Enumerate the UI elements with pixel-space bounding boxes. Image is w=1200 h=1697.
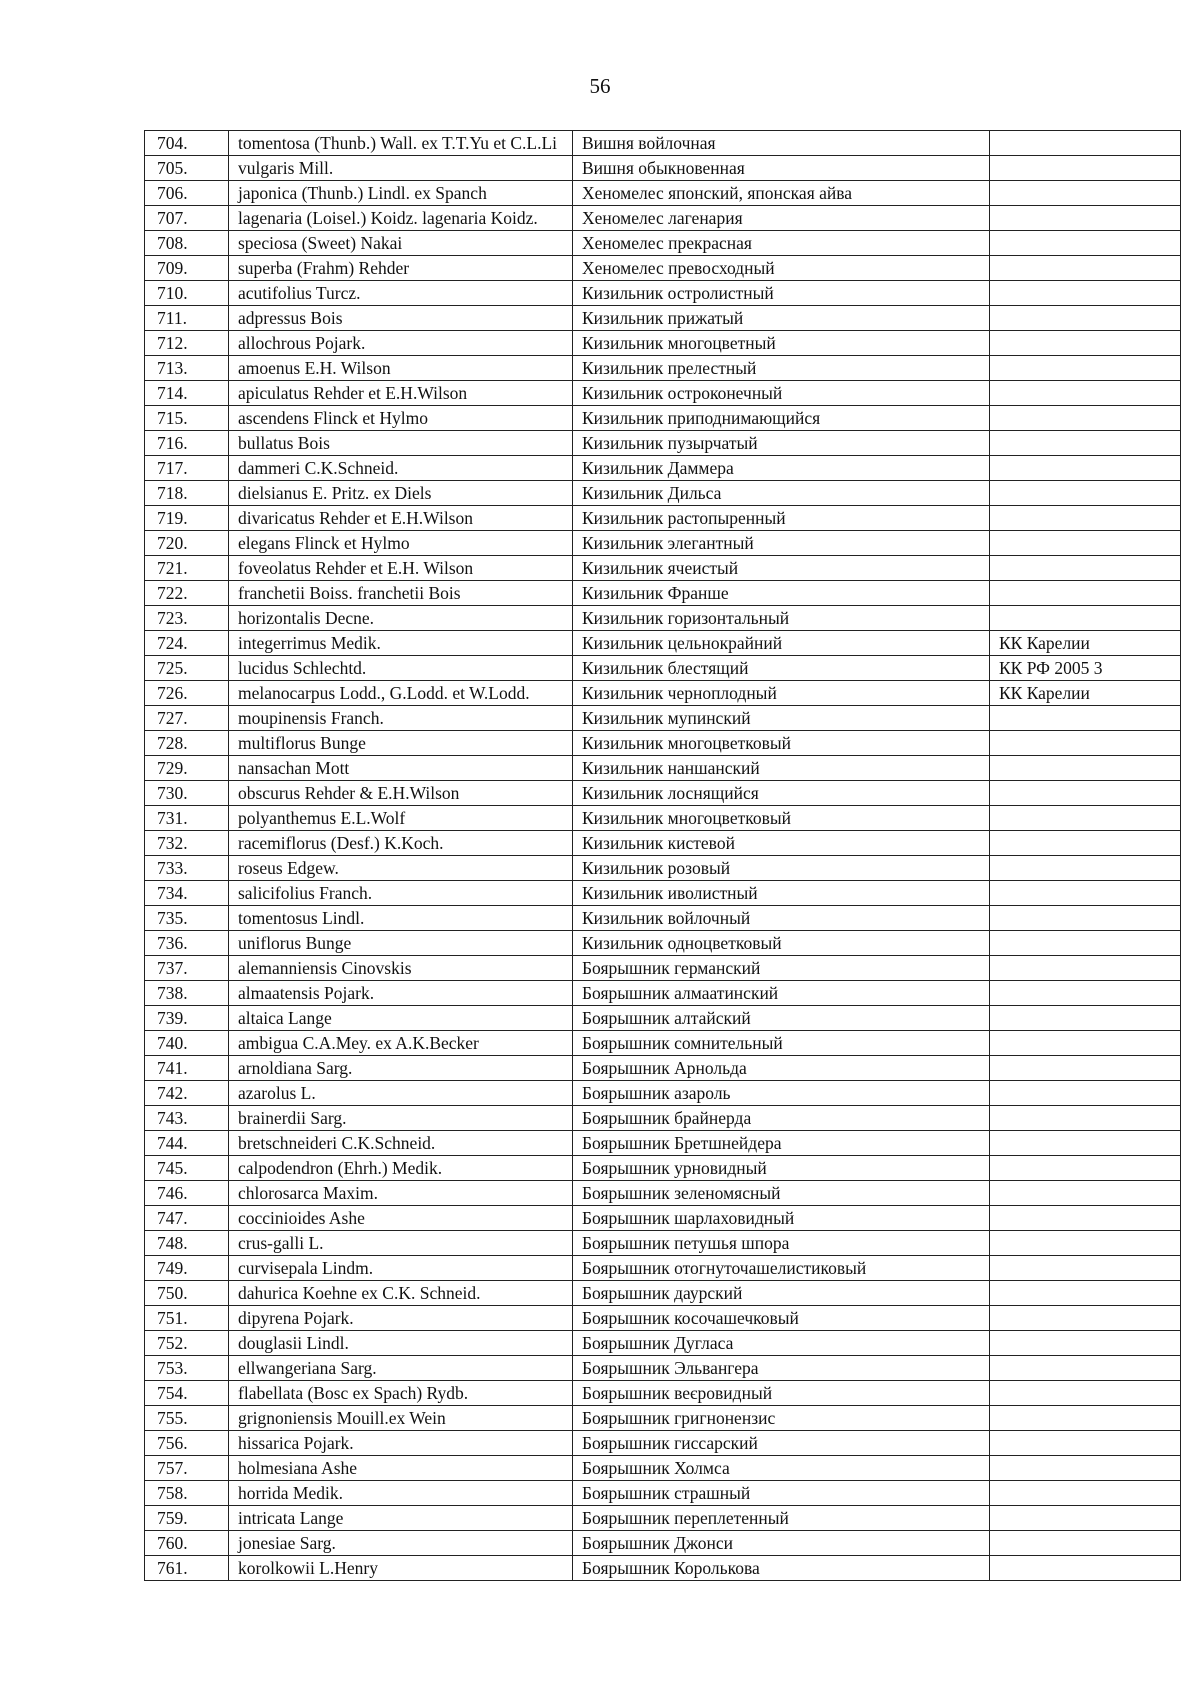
note-cell (990, 581, 1181, 606)
table-row (145, 756, 1181, 781)
table-row (145, 156, 1181, 181)
note-cell (990, 1456, 1181, 1481)
russian-name: Кизильник кистевой (573, 831, 990, 856)
latin-name: coccinioides Ashe (229, 1206, 573, 1231)
row-number: 711. (145, 306, 229, 331)
note-cell (990, 881, 1181, 906)
russian-name: Кизильник иволистный (573, 881, 990, 906)
table-row (145, 456, 1181, 481)
note-cell (990, 356, 1181, 381)
russian-name: Боярышник шарлаховидный (573, 1206, 990, 1231)
latin-name: korolkowii L.Henry (229, 1556, 573, 1581)
note-cell (990, 856, 1181, 881)
russian-name: Боярышник урновидный (573, 1156, 990, 1181)
row-number: 714. (145, 381, 229, 406)
note-cell (990, 431, 1181, 456)
latin-name: jonesiae Sarg. (229, 1531, 573, 1556)
note-cell (990, 1481, 1181, 1506)
latin-name: elegans Flinck et Hylmo (229, 531, 573, 556)
note-cell (990, 731, 1181, 756)
row-number: 718. (145, 481, 229, 506)
latin-name: ambigua C.A.Mey. ex A.K.Becker (229, 1031, 573, 1056)
note-cell (990, 706, 1181, 731)
row-number: 731. (145, 806, 229, 831)
table-row (145, 1231, 1181, 1256)
note-cell (990, 531, 1181, 556)
row-number: 735. (145, 906, 229, 931)
row-number: 724. (145, 631, 229, 656)
table-row (145, 606, 1181, 631)
row-number: 729. (145, 756, 229, 781)
note-cell (990, 1156, 1181, 1181)
table-row (145, 681, 1181, 706)
latin-name: racemiflorus (Desf.) K.Koch. (229, 831, 573, 856)
note-cell (990, 156, 1181, 181)
latin-name: adpressus Bois (229, 306, 573, 331)
latin-name: salicifolius Franch. (229, 881, 573, 906)
russian-name: Боярышник даурский (573, 1281, 990, 1306)
table-row (145, 856, 1181, 881)
russian-name: Хеномелес японский, японская айва (573, 181, 990, 206)
latin-name: tomentosa (Thunb.) Wall. ex T.T.Yu et C.L.Li (229, 131, 573, 156)
row-number: 750. (145, 1281, 229, 1306)
russian-name: Хеномелес прекрасная (573, 231, 990, 256)
note-cell (990, 1306, 1181, 1331)
note-cell (990, 1106, 1181, 1131)
note-cell (990, 981, 1181, 1006)
russian-name: Кизильник черноплодный (573, 681, 990, 706)
table-row (145, 631, 1181, 656)
latin-name: roseus Edgew. (229, 856, 573, 881)
row-number: 705. (145, 156, 229, 181)
latin-name: dahurica Koehne ex C.K. Schneid. (229, 1281, 573, 1306)
latin-name: amoenus E.H. Wilson (229, 356, 573, 381)
note-cell (990, 181, 1181, 206)
russian-name: Боярышник Арнольда (573, 1056, 990, 1081)
note-cell (990, 1081, 1181, 1106)
latin-name: brainerdii Sarg. (229, 1106, 573, 1131)
row-number: 745. (145, 1156, 229, 1181)
row-number: 733. (145, 856, 229, 881)
russian-name: Боярышник Дугласа (573, 1331, 990, 1356)
latin-name: speciosa (Sweet) Nakai (229, 231, 573, 256)
row-number: 715. (145, 406, 229, 431)
page-number: 56 (589, 74, 611, 98)
latin-name: chlorosarca Maxim. (229, 1181, 573, 1206)
table-row (145, 1531, 1181, 1556)
note-cell (990, 1431, 1181, 1456)
note-cell (990, 606, 1181, 631)
russian-name: Боярышник косочашечковый (573, 1306, 990, 1331)
note-cell (990, 456, 1181, 481)
row-number: 713. (145, 356, 229, 381)
latin-name: bullatus Bois (229, 431, 573, 456)
latin-name: intricata Lange (229, 1506, 573, 1531)
russian-name: Кизильник наншанский (573, 756, 990, 781)
russian-name: Кизильник горизонтальный (573, 606, 990, 631)
table-row (145, 781, 1181, 806)
table-row (145, 1506, 1181, 1531)
row-number: 751. (145, 1306, 229, 1331)
latin-name: holmesiana Ashe (229, 1456, 573, 1481)
row-number: 736. (145, 931, 229, 956)
latin-name: ellwangeriana Sarg. (229, 1356, 573, 1381)
row-number: 734. (145, 881, 229, 906)
table-row (145, 1456, 1181, 1481)
table-row (145, 1356, 1181, 1381)
table-row (145, 506, 1181, 531)
row-number: 761. (145, 1556, 229, 1581)
latin-name: tomentosus Lindl. (229, 906, 573, 931)
row-number: 732. (145, 831, 229, 856)
table-row (145, 581, 1181, 606)
note-cell (990, 381, 1181, 406)
table-row (145, 1056, 1181, 1081)
russian-name: Кизильник многоцветковый (573, 806, 990, 831)
table-row (145, 906, 1181, 931)
note-cell (990, 131, 1181, 156)
note-cell: КК РФ 2005 3 (990, 656, 1181, 681)
latin-name: grignoniensis Mouill.ex Wein (229, 1406, 573, 1431)
latin-name: dielsianus E. Pritz. ex Diels (229, 481, 573, 506)
table-row (145, 256, 1181, 281)
latin-name: allochrous Pojark. (229, 331, 573, 356)
table-row (145, 331, 1181, 356)
russian-name: Боярышник алтайский (573, 1006, 990, 1031)
row-number: 707. (145, 206, 229, 231)
latin-name: lagenaria (Loisel.) Koidz. lagenaria Koidz. (229, 206, 573, 231)
latin-name: flabellata (Bosc ex Spach) Rydb. (229, 1381, 573, 1406)
note-cell (990, 931, 1181, 956)
row-number: 744. (145, 1131, 229, 1156)
row-number: 755. (145, 1406, 229, 1431)
russian-name: Кизильник многоцветный (573, 331, 990, 356)
table-row (145, 1131, 1181, 1156)
russian-name: Кизильник цельнокрайний (573, 631, 990, 656)
latin-name: arnoldiana Sarg. (229, 1056, 573, 1081)
note-cell (990, 1356, 1181, 1381)
row-number: 709. (145, 256, 229, 281)
table-row (145, 931, 1181, 956)
latin-name: foveolatus Rehder et E.H. Wilson (229, 556, 573, 581)
row-number: 758. (145, 1481, 229, 1506)
russian-name: Кизильник пузырчатый (573, 431, 990, 456)
note-cell (990, 481, 1181, 506)
latin-name: crus-galli L. (229, 1231, 573, 1256)
row-number: 708. (145, 231, 229, 256)
row-number: 757. (145, 1456, 229, 1481)
note-cell (990, 1331, 1181, 1356)
row-number: 722. (145, 581, 229, 606)
note-cell (990, 1281, 1181, 1306)
row-number: 730. (145, 781, 229, 806)
table-row (145, 131, 1181, 156)
latin-name: hissarica Pojark. (229, 1431, 573, 1456)
latin-name: douglasii Lindl. (229, 1331, 573, 1356)
note-cell (990, 831, 1181, 856)
russian-name: Кизильник приподнимающийся (573, 406, 990, 431)
row-number: 721. (145, 556, 229, 581)
russian-name: Кизильник прижатый (573, 306, 990, 331)
note-cell (990, 1056, 1181, 1081)
latin-name: calpodendron (Ehrh.) Medik. (229, 1156, 573, 1181)
table-row (145, 831, 1181, 856)
table-row (145, 356, 1181, 381)
row-number: 754. (145, 1381, 229, 1406)
row-number: 704. (145, 131, 229, 156)
latin-name: apiculatus Rehder et E.H.Wilson (229, 381, 573, 406)
russian-name: Кизильник многоцветковый (573, 731, 990, 756)
latin-name: altaica Lange (229, 1006, 573, 1031)
note-cell (990, 306, 1181, 331)
russian-name: Боярышник Эльвангера (573, 1356, 990, 1381)
latin-name: ascendens Flinck et Hylmo (229, 406, 573, 431)
latin-name: dammeri C.K.Schneid. (229, 456, 573, 481)
russian-name: Кизильник розовый (573, 856, 990, 881)
latin-name: horizontalis Decne. (229, 606, 573, 631)
table-row (145, 1556, 1181, 1581)
russian-name: Боярышник Королькова (573, 1556, 990, 1581)
latin-name: almaatensis Pojark. (229, 981, 573, 1006)
note-cell: КК Карелии (990, 631, 1181, 656)
russian-name: Кизильник мупинский (573, 706, 990, 731)
russian-name: Кизильник ячеистый (573, 556, 990, 581)
row-number: 743. (145, 1106, 229, 1131)
row-number: 741. (145, 1056, 229, 1081)
russian-name: Кизильник элегантный (573, 531, 990, 556)
table-row (145, 1031, 1181, 1056)
table-row (145, 1156, 1181, 1181)
russian-name: Кизильник остролистный (573, 281, 990, 306)
latin-name: franchetii Boiss. franchetii Bois (229, 581, 573, 606)
note-cell (990, 231, 1181, 256)
russian-name: Боярышник зеленомясный (573, 1181, 990, 1206)
note-cell (990, 331, 1181, 356)
latin-name: uniflorus Bunge (229, 931, 573, 956)
note-cell (990, 1256, 1181, 1281)
russian-name: Кизильник остроконечный (573, 381, 990, 406)
table-row (145, 181, 1181, 206)
table-row (145, 306, 1181, 331)
latin-name: vulgaris Mill. (229, 156, 573, 181)
note-cell (990, 906, 1181, 931)
row-number: 746. (145, 1181, 229, 1206)
russian-name: Боярышник азароль (573, 1081, 990, 1106)
table-row (145, 381, 1181, 406)
note-cell (990, 1556, 1181, 1581)
latin-name: melanocarpus Lodd., G.Lodd. et W.Lodd. (229, 681, 573, 706)
row-number: 710. (145, 281, 229, 306)
table-row (145, 1081, 1181, 1106)
table-row (145, 431, 1181, 456)
note-cell (990, 1231, 1181, 1256)
table-row (145, 406, 1181, 431)
russian-name: Боярышник Холмса (573, 1456, 990, 1481)
note-cell (990, 781, 1181, 806)
table-row (145, 706, 1181, 731)
note-cell (990, 556, 1181, 581)
species-table (144, 130, 1181, 1581)
table-row (145, 281, 1181, 306)
russian-name: Боярышник страшный (573, 1481, 990, 1506)
row-number: 720. (145, 531, 229, 556)
latin-name: alemanniensis Cinovskis (229, 956, 573, 981)
row-number: 753. (145, 1356, 229, 1381)
russian-name: Боярышник Бретшнейдера (573, 1131, 990, 1156)
note-cell: КК Карелии (990, 681, 1181, 706)
row-number: 739. (145, 1006, 229, 1031)
note-cell (990, 756, 1181, 781)
row-number: 725. (145, 656, 229, 681)
row-number: 719. (145, 506, 229, 531)
note-cell (990, 1506, 1181, 1531)
row-number: 706. (145, 181, 229, 206)
table-row (145, 1181, 1181, 1206)
table-row (145, 531, 1181, 556)
row-number: 759. (145, 1506, 229, 1531)
table-row (145, 1306, 1181, 1331)
latin-name: moupinensis Franch. (229, 706, 573, 731)
latin-name: superba (Frahm) Rehder (229, 256, 573, 281)
russian-name: Боярышник григнонензис (573, 1406, 990, 1431)
table-row (145, 806, 1181, 831)
note-cell (990, 806, 1181, 831)
row-number: 717. (145, 456, 229, 481)
russian-name: Кизильник прелестный (573, 356, 990, 381)
table-row (145, 481, 1181, 506)
note-cell (990, 1206, 1181, 1231)
russian-name: Вишня войлочная (573, 131, 990, 156)
row-number: 728. (145, 731, 229, 756)
russian-name: Кизильник одноцветковый (573, 931, 990, 956)
row-number: 740. (145, 1031, 229, 1056)
row-number: 747. (145, 1206, 229, 1231)
latin-name: azarolus L. (229, 1081, 573, 1106)
latin-name: curvisepala Lindm. (229, 1256, 573, 1281)
row-number: 749. (145, 1256, 229, 1281)
table-row (145, 1431, 1181, 1456)
russian-name: Боярышник петушья шпора (573, 1231, 990, 1256)
table-row (145, 981, 1181, 1006)
russian-name: Боярышник Джонси (573, 1531, 990, 1556)
russian-name: Боярышник веєровидный (573, 1381, 990, 1406)
row-number: 712. (145, 331, 229, 356)
note-cell (990, 506, 1181, 531)
latin-name: horrida Medik. (229, 1481, 573, 1506)
row-number: 726. (145, 681, 229, 706)
note-cell (990, 206, 1181, 231)
russian-name: Кизильник Дильса (573, 481, 990, 506)
note-cell (990, 1006, 1181, 1031)
note-cell (990, 1531, 1181, 1556)
russian-name: Боярышник отогнуточашелистиковый (573, 1256, 990, 1281)
table-row (145, 1106, 1181, 1131)
russian-name: Кизильник войлочный (573, 906, 990, 931)
russian-name: Кизильник Даммера (573, 456, 990, 481)
note-cell (990, 406, 1181, 431)
row-number: 738. (145, 981, 229, 1006)
latin-name: multiflorus Bunge (229, 731, 573, 756)
table-row (145, 1481, 1181, 1506)
table-row (145, 1281, 1181, 1306)
note-cell (990, 1406, 1181, 1431)
latin-name: bretschneideri C.K.Schneid. (229, 1131, 573, 1156)
table-row (145, 231, 1181, 256)
russian-name: Вишня обыкновенная (573, 156, 990, 181)
latin-name: nansachan Mott (229, 756, 573, 781)
table-row (145, 206, 1181, 231)
latin-name: divaricatus Rehder et E.H.Wilson (229, 506, 573, 531)
note-cell (990, 1181, 1181, 1206)
table-row (145, 656, 1181, 681)
latin-name: japonica (Thunb.) Lindl. ex Spanch (229, 181, 573, 206)
latin-name: dipyrena Pojark. (229, 1306, 573, 1331)
russian-name: Боярышник гиссарский (573, 1431, 990, 1456)
russian-name: Боярышник алмаатинский (573, 981, 990, 1006)
row-number: 748. (145, 1231, 229, 1256)
russian-name: Боярышник брайнерда (573, 1106, 990, 1131)
row-number: 716. (145, 431, 229, 456)
table-row (145, 1256, 1181, 1281)
row-number: 756. (145, 1431, 229, 1456)
table-row (145, 1206, 1181, 1231)
table-row (145, 731, 1181, 756)
table-row (145, 1006, 1181, 1031)
russian-name: Хеномелес превосходный (573, 256, 990, 281)
row-number: 727. (145, 706, 229, 731)
row-number: 760. (145, 1531, 229, 1556)
note-cell (990, 1381, 1181, 1406)
note-cell (990, 256, 1181, 281)
table-row (145, 881, 1181, 906)
note-cell (990, 281, 1181, 306)
note-cell (990, 1131, 1181, 1156)
russian-name: Кизильник блестящий (573, 656, 990, 681)
row-number: 742. (145, 1081, 229, 1106)
latin-name: obscurus Rehder & E.H.Wilson (229, 781, 573, 806)
table-row (145, 1381, 1181, 1406)
russian-name: Кизильник лоснящийся (573, 781, 990, 806)
row-number: 752. (145, 1331, 229, 1356)
russian-name: Боярышник германский (573, 956, 990, 981)
row-number: 723. (145, 606, 229, 631)
note-cell (990, 1031, 1181, 1056)
species-table-body (145, 131, 1181, 1581)
russian-name: Боярышник сомнительный (573, 1031, 990, 1056)
russian-name: Боярышник переплетенный (573, 1506, 990, 1531)
note-cell (990, 956, 1181, 981)
row-number: 737. (145, 956, 229, 981)
russian-name: Хеномелес лагенария (573, 206, 990, 231)
table-row (145, 556, 1181, 581)
latin-name: integerrimus Medik. (229, 631, 573, 656)
latin-name: polyanthemus E.L.Wolf (229, 806, 573, 831)
table-row (145, 1406, 1181, 1431)
latin-name: lucidus Schlechtd. (229, 656, 573, 681)
russian-name: Кизильник растопыренный (573, 506, 990, 531)
latin-name: acutifolius Turcz. (229, 281, 573, 306)
russian-name: Кизильник Франше (573, 581, 990, 606)
table-row (145, 956, 1181, 981)
table-row (145, 1331, 1181, 1356)
